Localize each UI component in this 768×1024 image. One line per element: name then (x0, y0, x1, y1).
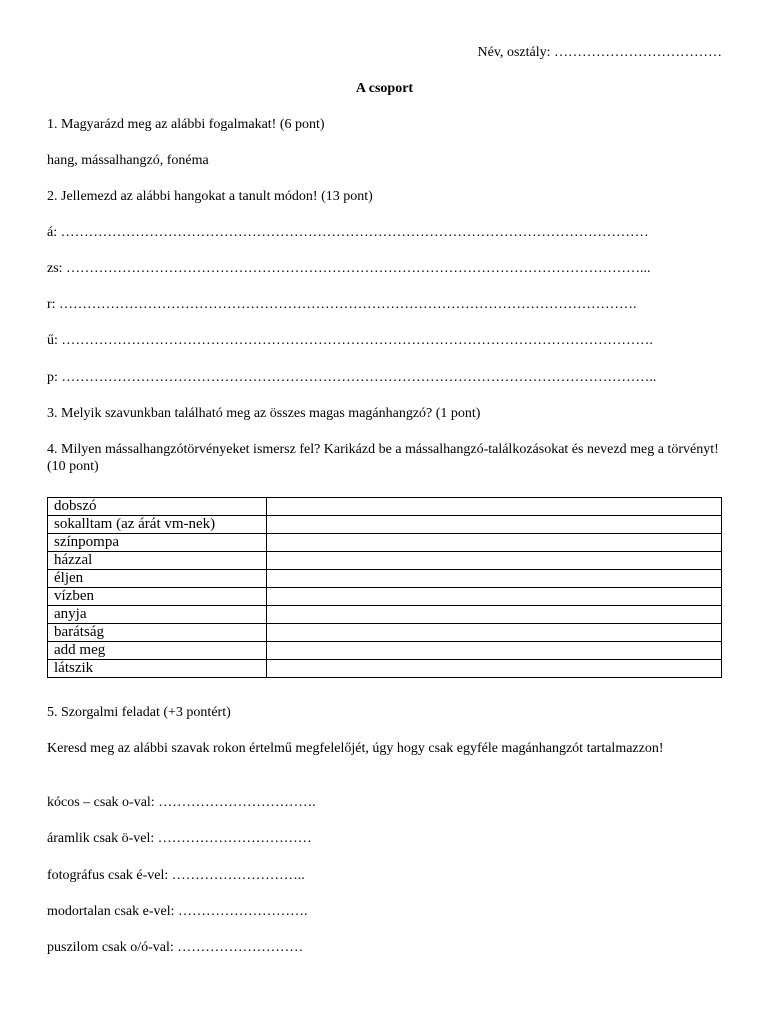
answer-line-r: r: ……………………………………………………………………………………………………………. (47, 297, 637, 312)
answer-cell (267, 570, 722, 588)
answer-cell (267, 552, 722, 570)
word-cell: sokalltam (az árát vm-nek) (48, 516, 267, 534)
consonant-law-table (47, 497, 722, 678)
synonym-line: puszilom csak o/ó-val: ……………………… (47, 940, 304, 955)
table-row (48, 642, 722, 660)
word-cell: dobszó (48, 498, 267, 516)
answer-cell (267, 642, 722, 660)
word-cell: anyja (48, 606, 267, 624)
answer-cell (267, 534, 722, 552)
answer-line-u: ű: ………………………………………………………………………………………………………………. (47, 333, 653, 348)
answer-cell (267, 498, 722, 516)
synonym-line: kócos – csak o-val: ……………………………. (47, 795, 316, 810)
word-cell: éljen (48, 570, 267, 588)
table-row (48, 588, 722, 606)
table-row (48, 516, 722, 534)
table-row (48, 552, 722, 570)
answer-line-p: p: ……………………………………………………………………………………………………………….. (47, 370, 657, 385)
answer-line-a: á: ……………………………………………………………………………………………………………… (47, 225, 649, 240)
word-cell: látszik (48, 660, 267, 678)
synonym-line: áramlik csak ö-vel: …………………………… (47, 831, 312, 846)
answer-line-zs: zs: ……………………………………………………………………………………………………………... (47, 261, 651, 276)
table-row (48, 660, 722, 678)
question-5-instruction: Keresd meg az alábbi szavak rokon értelmű megfelelőjét, úgy hogy csak egyféle magánhangzót tartalmazzon! (47, 741, 664, 756)
table-row (48, 534, 722, 552)
answer-cell (267, 516, 722, 534)
answer-cell (267, 606, 722, 624)
synonym-line: fotográfus csak é-vel: ……………………….. (47, 868, 305, 883)
table-row (48, 624, 722, 642)
question-2: 2. Jellemezd az alábbi hangokat a tanult módon! (13 pont) (47, 189, 373, 204)
question-4: 4. Milyen mássalhangzótörvényeket ismersz fel? Karikázd be a mássalhangzó-találkozásokat és nevezd meg a törvényt! (10 pont) (47, 442, 719, 474)
page-title: A csoport (355, 81, 414, 96)
answer-cell (267, 660, 722, 678)
question-3: 3. Melyik szavunkban található meg az összes magas magánhangzó? (1 pont) (47, 406, 481, 421)
synonym-line: modortalan csak e-vel: ………………………. (47, 904, 308, 919)
answer-cell (267, 624, 722, 642)
question-1: 1. Magyarázd meg az alábbi fogalmakat! (6 pont) (47, 117, 325, 132)
table-row (48, 570, 722, 588)
worksheet-page (47, 0, 722, 1024)
word-cell: add meg (48, 642, 267, 660)
question-1-terms: hang, mássalhangzó, fonéma (47, 153, 209, 168)
word-cell: vízben (48, 588, 267, 606)
word-cell: barátság (48, 624, 267, 642)
word-cell: házzal (48, 552, 267, 570)
table-row (48, 498, 722, 516)
name-class-line: Név, osztály: ……………………………… (477, 45, 722, 60)
question-5: 5. Szorgalmi feladat (+3 pontért) (47, 705, 231, 720)
word-cell: színpompa (48, 534, 267, 552)
answer-cell (267, 588, 722, 606)
table-row (48, 606, 722, 624)
